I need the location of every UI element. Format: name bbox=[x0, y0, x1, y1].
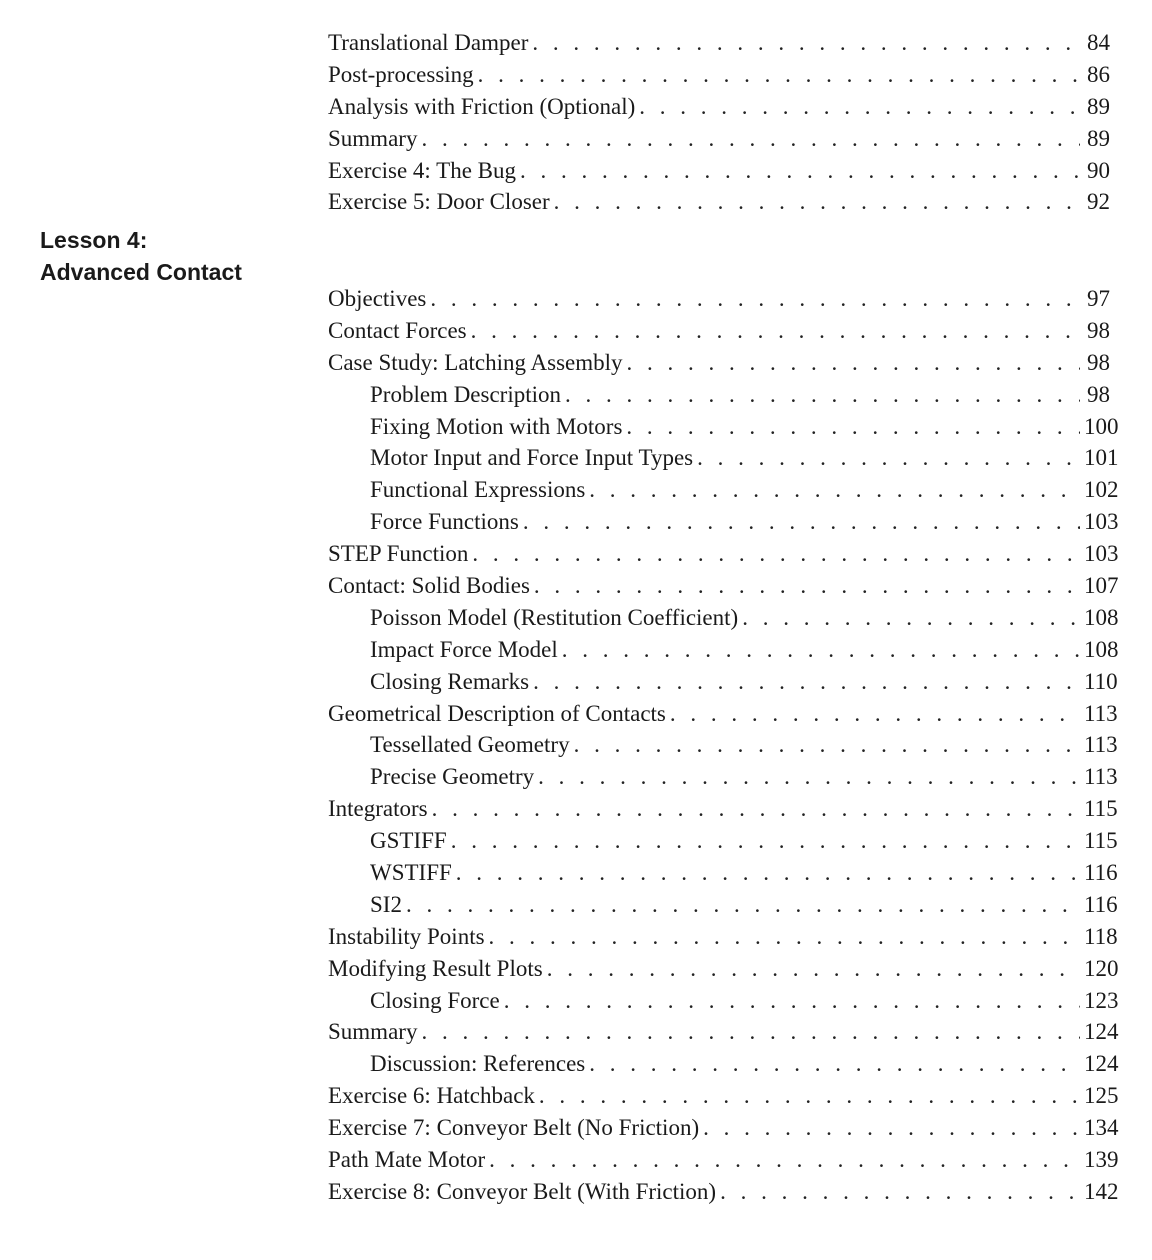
toc-entry-title: SI2 bbox=[370, 891, 402, 917]
toc-entry-page-number: 102 bbox=[1084, 477, 1119, 503]
toc-entry-title: Integrators bbox=[328, 796, 428, 822]
toc-entry-title: Case Study: Latching Assembly bbox=[328, 349, 623, 375]
toc-entry-title: STEP Function bbox=[328, 541, 469, 567]
toc-entry-page-number: 103 bbox=[1084, 509, 1119, 535]
toc-subentry[interactable] bbox=[328, 1051, 1119, 1083]
toc-entry[interactable] bbox=[328, 1083, 1119, 1115]
dot-leader bbox=[472, 541, 1080, 567]
dot-leader bbox=[562, 637, 1080, 663]
toc-entry[interactable] bbox=[328, 189, 1110, 221]
dot-leader bbox=[504, 988, 1080, 1014]
toc-entry[interactable] bbox=[328, 955, 1119, 988]
lesson-title: Advanced Contact bbox=[40, 259, 242, 285]
toc-entry-title: Discussion: References bbox=[370, 1051, 586, 1077]
toc-entry-page-number: 110 bbox=[1084, 668, 1118, 694]
toc-entry[interactable] bbox=[328, 158, 1110, 190]
dot-leader bbox=[471, 318, 1080, 344]
toc-subentry[interactable] bbox=[328, 891, 1118, 924]
dot-leader bbox=[430, 286, 1080, 312]
toc-entry[interactable] bbox=[328, 62, 1110, 94]
toc-entry[interactable] bbox=[328, 1147, 1119, 1179]
toc-entry-title: Tessellated Geometry bbox=[370, 732, 570, 758]
toc-subentry[interactable] bbox=[328, 477, 1119, 509]
dot-leader bbox=[554, 189, 1080, 215]
toc-entry-page-number: 116 bbox=[1084, 891, 1118, 917]
toc-entry-page-number: 84 bbox=[1087, 30, 1110, 55]
dot-leader bbox=[547, 956, 1080, 982]
lesson-heading bbox=[40, 224, 242, 288]
toc-entry-title: Instability Points bbox=[328, 923, 485, 949]
dot-leader bbox=[533, 669, 1080, 695]
toc-entry-page-number: 124 bbox=[1084, 1051, 1119, 1077]
toc-subentry[interactable] bbox=[328, 860, 1118, 892]
toc-entry-page-number: 125 bbox=[1084, 1083, 1119, 1109]
toc-entry-title: Closing Remarks bbox=[370, 668, 530, 694]
toc-entry-page-number: 103 bbox=[1084, 541, 1119, 567]
toc-entry-page-number: 115 bbox=[1084, 796, 1118, 822]
toc-entry-page-number: 107 bbox=[1084, 573, 1119, 599]
dot-leader bbox=[626, 414, 1080, 440]
dot-leader bbox=[697, 445, 1080, 471]
toc-entry-page-number: 98 bbox=[1087, 317, 1110, 343]
toc-entry-title: Summary bbox=[328, 1019, 418, 1045]
toc-subentry[interactable] bbox=[328, 413, 1119, 446]
dot-leader bbox=[421, 126, 1080, 152]
toc-entry[interactable] bbox=[328, 573, 1119, 605]
toc-entry-page-number: 123 bbox=[1084, 987, 1119, 1013]
dot-leader bbox=[456, 860, 1080, 886]
toc-entry[interactable] bbox=[328, 1178, 1119, 1211]
toc-entry-page-number: 89 bbox=[1087, 93, 1110, 119]
toc-entry[interactable] bbox=[328, 796, 1118, 828]
toc-entry-title: Path Mate Motor bbox=[328, 1147, 486, 1173]
toc-entry-page-number: 113 bbox=[1084, 700, 1118, 726]
dot-leader bbox=[627, 350, 1080, 376]
toc-entry-page-number: 120 bbox=[1084, 955, 1119, 981]
dot-leader bbox=[534, 573, 1080, 599]
dot-leader bbox=[670, 701, 1080, 727]
toc-entry-title: Fixing Motion with Motors bbox=[370, 413, 623, 439]
toc-entry-title: Analysis with Friction (Optional) bbox=[328, 93, 636, 119]
dot-leader bbox=[421, 1019, 1080, 1045]
toc-entry-page-number: 118 bbox=[1084, 923, 1118, 949]
dot-leader bbox=[703, 1115, 1080, 1141]
toc-subentry[interactable] bbox=[328, 636, 1119, 669]
toc-list-previous-lesson bbox=[328, 30, 1110, 221]
toc-entry-page-number: 89 bbox=[1087, 125, 1110, 151]
toc-entry-title: Functional Expressions bbox=[370, 477, 586, 503]
toc-entry-page-number: 108 bbox=[1084, 604, 1119, 630]
toc-subentry[interactable] bbox=[328, 668, 1118, 701]
dot-leader bbox=[489, 924, 1080, 950]
toc-entry-page-number: 97 bbox=[1087, 286, 1110, 311]
toc-entry-title: WSTIFF bbox=[370, 860, 452, 886]
toc-entry[interactable] bbox=[328, 318, 1110, 350]
toc-entry-title: Modifying Result Plots bbox=[328, 955, 543, 981]
toc-entry-page-number: 113 bbox=[1084, 732, 1118, 758]
toc-entry-title: Exercise 8: Conveyor Belt (With Friction) bbox=[328, 1178, 717, 1204]
lesson-number: Lesson 4: bbox=[40, 227, 148, 253]
toc-entry[interactable] bbox=[328, 1019, 1119, 1051]
toc-entry-page-number: 124 bbox=[1084, 1019, 1119, 1045]
toc-entry-title: Exercise 6: Hatchback bbox=[328, 1083, 535, 1109]
dot-leader bbox=[478, 62, 1080, 88]
toc-entry-title: Precise Geometry bbox=[370, 764, 535, 790]
dot-leader bbox=[639, 94, 1080, 120]
toc-entry[interactable] bbox=[328, 541, 1119, 573]
toc-entry-title: Contact: Solid Bodies bbox=[328, 573, 530, 599]
toc-entry[interactable] bbox=[328, 923, 1118, 956]
toc-entry-page-number: 98 bbox=[1087, 349, 1110, 375]
toc-list-lesson-4 bbox=[328, 286, 1119, 1211]
toc-entry[interactable] bbox=[328, 286, 1110, 318]
toc-entry-title: Poisson Model (Restitution Coefficient) bbox=[370, 604, 739, 630]
toc-entry-page-number: 90 bbox=[1087, 157, 1110, 183]
toc-subentry[interactable] bbox=[328, 764, 1118, 796]
dot-leader bbox=[520, 158, 1080, 184]
toc-entry[interactable] bbox=[328, 94, 1110, 126]
toc-entry-title: Problem Description bbox=[370, 381, 561, 407]
dot-leader bbox=[532, 30, 1080, 56]
toc-entry-title: Exercise 7: Conveyor Belt (No Friction) bbox=[328, 1115, 700, 1141]
toc-subentry[interactable] bbox=[328, 828, 1118, 860]
dot-leader bbox=[538, 764, 1080, 790]
toc-entry-title: Summary bbox=[328, 125, 418, 151]
toc-entry-title: Exercise 4: The Bug bbox=[328, 157, 516, 183]
toc-entry[interactable] bbox=[328, 126, 1110, 158]
dot-leader bbox=[742, 605, 1080, 631]
dot-leader bbox=[720, 1179, 1080, 1205]
toc-entry-title: Translational Damper bbox=[328, 30, 529, 55]
toc-entry-page-number: 92 bbox=[1087, 189, 1110, 215]
dot-leader bbox=[489, 1147, 1080, 1173]
toc-subentry[interactable] bbox=[328, 445, 1119, 477]
toc-entry-page-number: 86 bbox=[1087, 61, 1110, 87]
toc-subentry[interactable] bbox=[328, 987, 1119, 1020]
toc-entry-page-number: 98 bbox=[1087, 381, 1110, 407]
toc-entry-title: Contact Forces bbox=[328, 317, 467, 343]
dot-leader bbox=[565, 382, 1080, 408]
dot-leader bbox=[406, 892, 1080, 918]
toc-entry-title: GSTIFF bbox=[370, 828, 447, 854]
toc-entry-page-number: 115 bbox=[1084, 828, 1118, 854]
toc-subentry[interactable] bbox=[328, 382, 1110, 414]
dot-leader bbox=[574, 732, 1080, 758]
toc-entry-title: Motor Input and Force Input Types bbox=[370, 445, 694, 471]
dot-leader bbox=[589, 1051, 1080, 1077]
toc-entry-page-number: 134 bbox=[1084, 1115, 1119, 1141]
toc-entry-title: Force Functions bbox=[370, 509, 519, 535]
toc-entry-title: Objectives bbox=[328, 286, 427, 311]
toc-entry-title: Closing Force bbox=[370, 987, 500, 1013]
toc-entry[interactable] bbox=[328, 30, 1110, 62]
toc-subentry[interactable] bbox=[328, 732, 1118, 764]
toc-entry-page-number: 139 bbox=[1084, 1147, 1119, 1173]
dot-leader bbox=[451, 828, 1080, 854]
dot-leader bbox=[589, 477, 1080, 503]
toc-entry-page-number: 142 bbox=[1084, 1178, 1119, 1204]
toc-entry-title: Geometrical Description of Contacts bbox=[328, 700, 666, 726]
toc-entry-page-number: 113 bbox=[1084, 764, 1118, 790]
toc-entry-page-number: 108 bbox=[1084, 636, 1119, 662]
toc-entry-title: Post-processing bbox=[328, 61, 474, 87]
toc-entry[interactable] bbox=[328, 350, 1110, 382]
toc-subentry[interactable] bbox=[328, 509, 1119, 541]
toc-entry[interactable] bbox=[328, 700, 1118, 733]
toc-entry-title: Exercise 5: Door Closer bbox=[328, 189, 550, 215]
toc-entry-page-number: 100 bbox=[1084, 413, 1119, 439]
dot-leader bbox=[523, 509, 1080, 535]
toc-entry[interactable] bbox=[328, 1115, 1119, 1147]
toc-entry-title: Impact Force Model bbox=[370, 636, 558, 662]
toc-entry-page-number: 101 bbox=[1084, 445, 1119, 471]
toc-entry-page-number: 116 bbox=[1084, 860, 1118, 886]
toc-subentry[interactable] bbox=[328, 604, 1119, 637]
dot-leader bbox=[539, 1083, 1080, 1109]
dot-leader bbox=[432, 796, 1080, 822]
